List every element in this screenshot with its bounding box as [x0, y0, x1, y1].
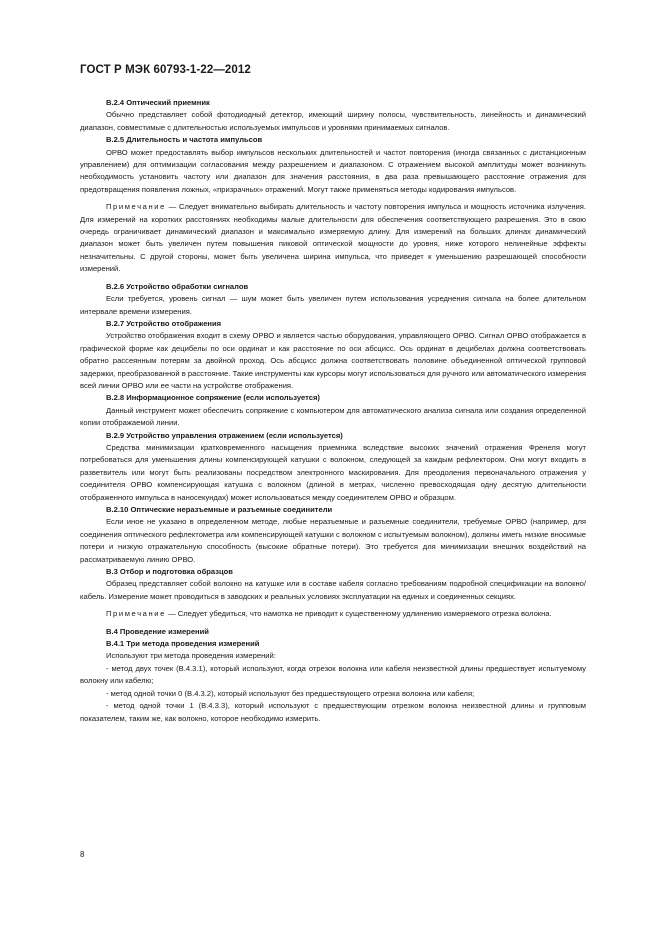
section-heading: В.2.8 Информационное сопряжение (если используется) [106, 393, 320, 403]
paragraph: Если иное не указано в определенном методе, любые неразъемные и разъемные соединители, требуемые ОРВО (например, для соединения оптического рефлектометра или компенсирующей катушки с волокном с испытуемым волокном), должны иметь низкие вносимые потери и низкую отражательную способность (высокие обратные потери). Это требуется для минимизации внешних воздействий на рассматриваемую линию ОРВО. [80, 517, 586, 564]
section-heading: В.2.5 Длительность и частота импульсов [106, 135, 263, 145]
paragraph: - метод одной точки 1 (В.4.3.3), который используют с предшествующим отрезком волокна неизвестной длины и групповым показателем, таким же, как волокно, которое необходимо измерить. [80, 701, 586, 723]
section-heading: В.4 Проведение измерений [106, 626, 209, 636]
note-text: — Следует внимательно выбирать длительность и частоту повторения импульса и мощность источника излучения. Для измерений на коротких расстояниях необходимы малые длительности для обеспечения соответствующего разрешения. Это в свою очередь ограничивает динамический диапазон и максимально измеряемую длину. Для измерений на больших длинах динамический диапазон может быть увеличен путем повышения пиковой оптической мощности до уровня, ниже которого нелинейные эффекты незначительны. С другой стороны, может быть увеличена ширина импульса, что приведет к уменьшению разрешающей способности измерений. [80, 202, 586, 274]
paragraph: Средства минимизации кратковременного насыщения приемника вследствие высоких значений отражения Френеля могут потребоваться для уменьшения длины компенсирующей катушки с волокном, следующей за каждым рефлектором. Они могут входить в разветвитель или могут быть реализованы посредством электронного маскирования. Для преодоления первоначального отражения у соединителя ОРВО компенсирующая катушка с волокном (длиной в метрах, численно превосходящая одну десятую длительности отображенного импульса в наносекундах) может использоваться между соединителем ОРВО и образцом. [80, 442, 586, 502]
note-paragraph [80, 608, 586, 620]
section-heading: В.2.10 Оптические неразъемные и разъемные соединители [106, 505, 333, 514]
document-header: ГОСТ Р МЭК 60793-1-22—2012 [80, 64, 251, 76]
section-heading: В.2.6 Устройство обработки сигналов [106, 281, 249, 291]
paragraph: ОРВО может предоставлять выбор импульсов нескольких длительностей и частот повторения (иногда связанных с дистанционным управлением) для оптимизации согласования между разрешением и диапазоном. С отражением высокой амплитуды может возникнуть необходимость установить частоту или диапазон для значения расстояния, в два раза превышающего расстояние отражения для предотвращения появления ложных, «призрачных» отражений. Могут также применяться методы кодирования импульсов. [80, 147, 586, 194]
section-heading: В.2.4 Оптический приемник [106, 98, 210, 107]
paragraph: - метод двух точек (В.4.3.1), который используют, когда отрезок волокна или кабеля неизвестной длины предшествует испытуемому волокну или кабелю; [80, 663, 586, 686]
note-label: Примечание [106, 609, 166, 619]
paragraph: Образец представляет собой волокно на катушке или в составе кабеля согласно требованиям подробной спецификации на волокно/кабель. Измерение может проводиться в заводских и реальных условиях эксплуатации на единых и соединенных секциях. [80, 579, 586, 601]
page-number: 8 [80, 850, 85, 859]
note-text: — Следует убедиться, что намотка не приводит к существенному удлинению измеряемого отрезка волокна. [165, 609, 552, 619]
document-body [80, 97, 586, 725]
section-heading: В.2.7 Устройство отображения [106, 318, 222, 328]
note-label: Примечание [106, 202, 166, 212]
section-heading: В.2.9 Устройство управления отражением (если используется) [106, 430, 343, 440]
section-heading: В.4.1 Три метода проведения измерений [106, 639, 260, 649]
paragraph: Если требуется, уровень сигнал — шум может быть увеличен путем использования усреднения сигнала на более длительном интервале времени измерения. [80, 294, 586, 316]
paragraph: - метод одной точки 0 (В.4.3.2), который используют без предшествующего отрезка волокна или кабеля; [106, 688, 475, 698]
paragraph: Данный инструмент может обеспечить сопряжение с компьютером для автоматического анализа сигнала или создания определенной копии отображаемой линии. [80, 405, 586, 428]
paragraph: Используют три метода проведения измерений: [106, 651, 276, 661]
paragraph: Устройство отображения входит в схему ОРВО и является частью оборудования, управляющего ОРВО. Сигнал ОРВО отображается в графической форме как децибелы по оси ординат и как расстояние по оси абсцисс. Ось ординат в децибелах должна соответствовать обратно рассеянным потерям за двойной проход. Ось абсцисс должна соответствовать половине объединенной оптической групповой задержки, преобразованной в расстояние. Такие инструменты как курсоры могут использоваться для ручного или автоматического измерения всей линии ОРВО или ее части на устройстве отображения. [80, 331, 586, 390]
paragraph: Обычно представляет собой фотодиодный детектор, имеющий ширину полосы, чувствительность, линейность и динамический диапазон, совместимые с длительностью используемых импульсов и уровнями принимаемых сигналов. [80, 110, 586, 132]
section-heading: В.3 Отбор и подготовка образцов [106, 567, 233, 577]
note-paragraph [80, 201, 586, 275]
